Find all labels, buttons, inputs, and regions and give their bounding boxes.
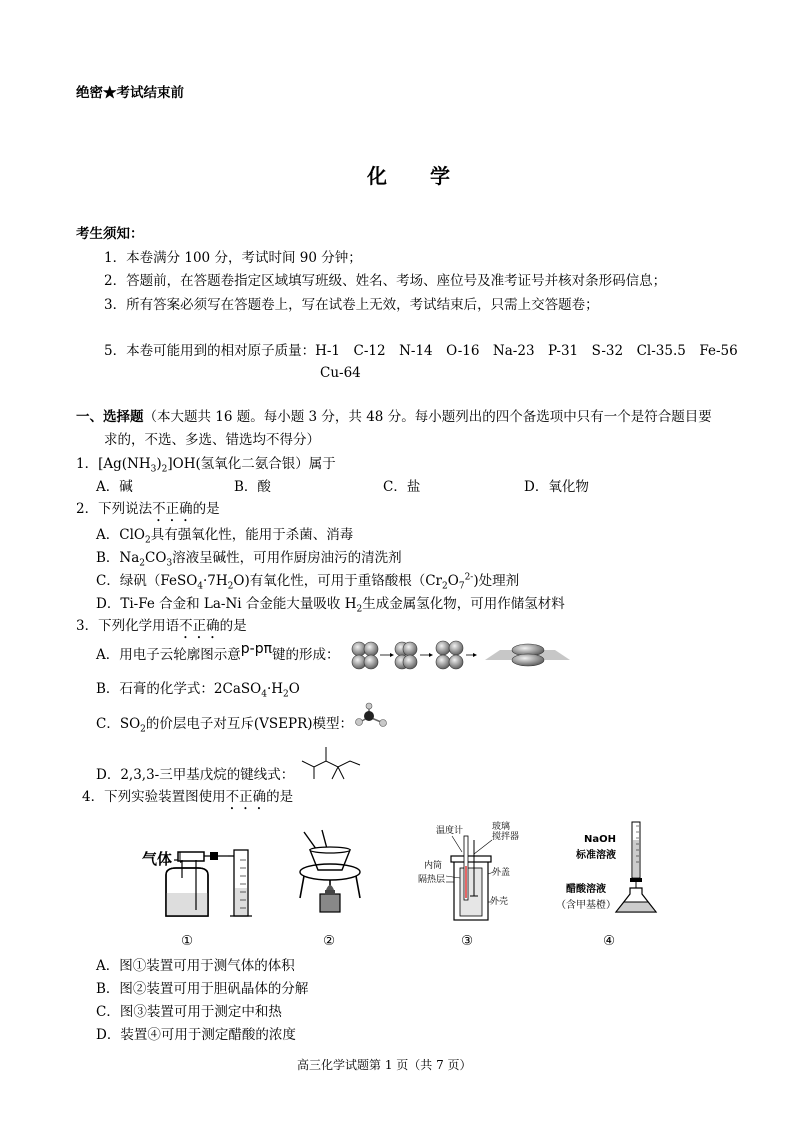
notice-item-5-cont: Cu-64 <box>320 365 361 381</box>
t: O)有氧化性，可用于重铬酸根（Cr <box>233 573 443 589</box>
fig3-label-shell: 外壳 <box>490 897 509 907</box>
section-desc-2: 求的，不选、多选、错选均不得分） <box>104 432 320 448</box>
section-desc-1: （本大题共 16 题。每小题 3 分，共 48 分。每小题列出的四个备选项中只有一个是符合题目要 <box>143 409 712 425</box>
q3-stem <box>76 617 247 642</box>
q4-option-d: D．装置④可用于测定醋酸的浓度 <box>96 1027 296 1043</box>
fig4-apparatus <box>614 820 664 920</box>
fig4-label-acetic: 醋酸溶液 <box>566 884 606 895</box>
t: O <box>288 681 300 697</box>
q1-sub: 2 <box>161 464 168 475</box>
q2-option-d <box>96 595 565 613</box>
confidential-label: 绝密★考试结束前 <box>76 85 184 101</box>
q3-option-b <box>96 680 300 698</box>
page-title: 化 学 <box>367 164 468 188</box>
section-heading-line <box>76 408 712 426</box>
fig4-label-naoh: NaOH <box>584 834 616 845</box>
t: B．石膏的化学式：2CaSO <box>96 681 262 697</box>
t: )处理剂 <box>473 573 520 589</box>
fig1-gas-label: 气体 <box>142 850 173 868</box>
q3-option-c <box>96 715 353 733</box>
fig4-label-indicator: （含甲基橙） <box>556 900 616 911</box>
q4-stem-part: 的是 <box>266 789 294 805</box>
p-orbital-diagram <box>350 640 580 670</box>
q2-stem <box>76 500 220 525</box>
skeletal-formula <box>300 745 362 781</box>
q4-stem-emphasis: 不正确 <box>225 789 267 805</box>
t: 2 <box>139 558 146 569</box>
q4-stem <box>82 788 293 813</box>
fig3-label-thermometer: 温度计 <box>436 826 464 836</box>
t: A．用电子云轮廓图示意 <box>96 647 241 663</box>
section-heading: 一、选择题 <box>76 409 144 425</box>
fig2-apparatus <box>296 826 366 921</box>
notice-item-1: 1．本卷满分 100 分，考试时间 90 分钟； <box>104 250 362 266</box>
vsepr-model <box>356 702 396 732</box>
t: 具有强氧化性，能用于杀菌、消毒 <box>150 527 354 543</box>
fig3-label-inner: 内筒 <box>424 861 443 871</box>
q4-option-c: C．图③装置可用于测定中和热 <box>96 1004 282 1020</box>
q1-stem <box>76 455 336 473</box>
t: ·7H <box>203 573 228 589</box>
q2-option-c <box>96 572 519 590</box>
q1-stem-part: 1．[Ag(NH <box>76 456 151 472</box>
q2-option-b <box>96 549 402 567</box>
t: 2- <box>464 572 474 583</box>
q4-option-a: A．图①装置可用于测气体的体积 <box>96 958 295 974</box>
fig-marker-4: ④ <box>603 933 616 949</box>
q1-option-d: D．氧化物 <box>524 479 589 495</box>
t: 7 <box>458 581 465 592</box>
fig3-label-insulation: 隔热层 <box>418 875 446 885</box>
notice-item-3: 3．所有答案必须写在答题卷上，写在试卷上无效，考试结束后，只需上交答题卷； <box>104 297 599 313</box>
t: 2 <box>283 689 289 700</box>
q1-option-c: C．盐 <box>383 479 421 495</box>
t: 键的形成： <box>272 647 340 663</box>
t: D．Ti-Fe 合金和 La-Ni 合金能大量吸收 H <box>96 596 357 612</box>
t: C．绿矾（FeSO <box>96 573 198 589</box>
t: C．SO <box>96 716 141 732</box>
q3-option-a <box>96 641 340 664</box>
notice-item-5: 5．本卷可能用到的相对原子质量：H-1 C-12 N-14 O-16 Na-23 P-31 S-32 Cl-35.5 Fe-56 <box>104 343 738 359</box>
t: 4 <box>197 581 203 592</box>
q1-option-a: A．碱 <box>96 479 133 495</box>
fig3-label-glass: 玻璃 <box>492 822 511 832</box>
q3-stem-emphasis: 不正确 <box>179 618 220 634</box>
t: 2 <box>356 604 363 615</box>
q3-option-d: D．2,3,3-三甲基戊烷的键线式： <box>96 767 295 783</box>
t: 的价层电子对互斥(VSEPR)模型： <box>145 716 354 732</box>
q1-sub: 3 <box>150 464 157 475</box>
q2-stem-part: 2．下列说法 <box>76 501 153 517</box>
notice-item-2: 2．答题前，在答题卷指定区域填写班级、姓名、考场、座位号及准考证号并核对条形码信息； <box>104 273 667 289</box>
t: A．ClO <box>96 527 145 543</box>
t: O <box>447 573 459 589</box>
q3-stem-part: 的是 <box>219 618 247 634</box>
q1-option-b: B．酸 <box>234 479 271 495</box>
q4-stem-part: 4．下列实验装置图使用 <box>82 789 226 805</box>
page-footer: 高三化学试题第 1 页（共 7 页） <box>297 1058 472 1072</box>
t: 3 <box>166 558 173 569</box>
q2-stem-emphasis: 不正确 <box>152 501 193 517</box>
t: 2 <box>140 724 146 735</box>
fig1-apparatus <box>140 838 260 923</box>
fig-marker-2: ② <box>323 933 336 949</box>
ppi-label: p-pπ <box>240 641 273 657</box>
q2-stem-part: 的是 <box>192 501 220 517</box>
q4-option-b: B．图②装置可用于胆矾晶体的分解 <box>96 981 309 997</box>
t: ·H <box>266 681 284 697</box>
fig-marker-3: ③ <box>461 933 474 949</box>
t: 4 <box>261 689 267 700</box>
fig-marker-1: ① <box>181 933 194 949</box>
notice-heading: 考生须知： <box>76 226 144 242</box>
q2-option-a <box>96 526 353 544</box>
q3-stem-part: 3．下列化学用语 <box>76 618 180 634</box>
t: 生成金属氢化物，可用作储氢材料 <box>362 596 565 612</box>
t: 2 <box>144 535 151 546</box>
fig3-apparatus <box>440 826 500 926</box>
t: 2 <box>227 581 234 592</box>
fig3-label-stirrer: 搅拌器 <box>492 832 520 842</box>
q1-stem-part: ]OH(氢氧化二氨合银）属于 <box>167 456 336 472</box>
t: CO <box>145 550 167 566</box>
fig3-label-lid: 外盖 <box>492 868 511 878</box>
q1-stem-part: ) <box>156 456 162 472</box>
fig4-label-standard: 标准溶液 <box>576 850 616 861</box>
t: B．Na <box>96 550 140 566</box>
t: 2 <box>442 581 448 592</box>
t: 溶液呈碱性，可用作厨房油污的清洗剂 <box>172 550 402 566</box>
